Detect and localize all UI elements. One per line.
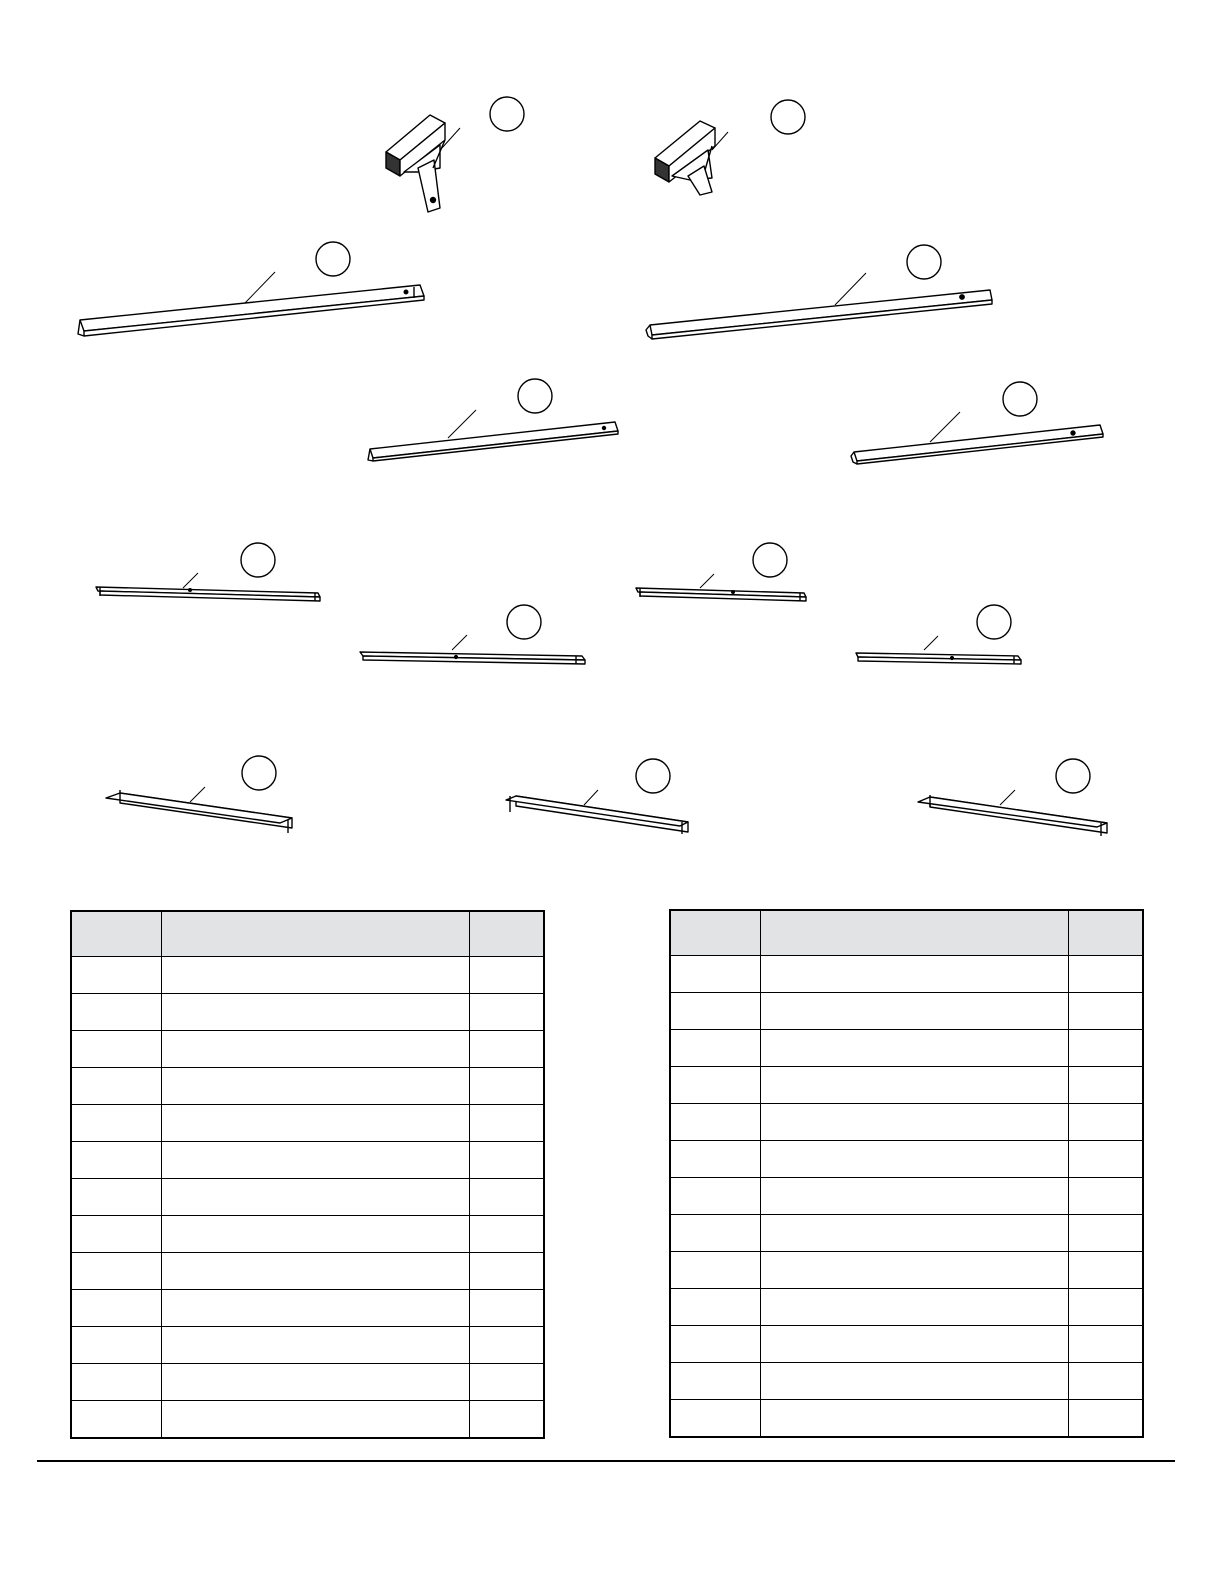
table-cell — [670, 956, 760, 993]
table-row — [670, 956, 1143, 993]
table-row — [71, 1253, 544, 1290]
table-row — [71, 1364, 544, 1401]
column-header — [760, 910, 1068, 956]
medium-rail-part — [368, 379, 618, 461]
table-cell — [469, 957, 544, 994]
table-cell — [469, 1031, 544, 1068]
column-header — [1068, 910, 1143, 956]
channel-bar-part — [636, 543, 806, 601]
table-row — [670, 993, 1143, 1030]
table-cell — [71, 1364, 161, 1401]
table-row — [670, 1252, 1143, 1289]
table-header-row — [670, 910, 1143, 956]
table-cell — [1068, 1067, 1143, 1104]
channel-bar-part — [96, 543, 320, 601]
footer-divider — [37, 1460, 1175, 1462]
table-cell — [469, 1142, 544, 1179]
table-body — [71, 957, 544, 1439]
channel-bar-part — [856, 605, 1021, 664]
table-row — [670, 1178, 1143, 1215]
table-cell — [161, 1216, 469, 1253]
table-row — [71, 957, 544, 994]
table-row — [670, 1215, 1143, 1252]
table-cell — [71, 1142, 161, 1179]
table-cell — [71, 1401, 161, 1439]
table-cell — [760, 1289, 1068, 1326]
callout-circle — [490, 97, 524, 131]
table-cell — [469, 1401, 544, 1439]
medium-rail-part — [851, 382, 1103, 464]
table-row — [71, 994, 544, 1031]
table-cell — [161, 957, 469, 994]
table-cell — [71, 1068, 161, 1105]
column-header — [469, 911, 544, 957]
table-cell — [161, 1142, 469, 1179]
table-cell — [161, 1179, 469, 1216]
table-cell — [71, 1290, 161, 1327]
table-cell — [1068, 993, 1143, 1030]
table-cell — [71, 1327, 161, 1364]
table-cell — [1068, 1215, 1143, 1252]
table-row — [670, 1104, 1143, 1141]
table-cell — [670, 1326, 760, 1363]
table-row — [71, 1031, 544, 1068]
table-cell — [469, 1364, 544, 1401]
table-row — [670, 1141, 1143, 1178]
long-rail-part — [646, 245, 992, 339]
table-cell — [760, 1141, 1068, 1178]
table-cell — [1068, 1141, 1143, 1178]
table-cell — [670, 1400, 760, 1438]
corner-bracket-part — [386, 97, 524, 212]
table-cell — [71, 1179, 161, 1216]
table-row — [71, 1068, 544, 1105]
table-cell — [760, 956, 1068, 993]
callout-circle — [753, 543, 787, 577]
angle-bar-part — [106, 756, 292, 833]
table-cell — [760, 1104, 1068, 1141]
table-cell — [760, 1215, 1068, 1252]
table-cell — [1068, 1030, 1143, 1067]
table-cell — [1068, 1252, 1143, 1289]
callout-circle — [771, 100, 805, 134]
table-cell — [469, 1179, 544, 1216]
table-row — [670, 1400, 1143, 1438]
table-cell — [469, 1327, 544, 1364]
column-header — [71, 911, 161, 957]
table-cell — [760, 1252, 1068, 1289]
angle-bar-part — [918, 759, 1107, 836]
callout-circle — [507, 605, 541, 639]
table-cell — [161, 1253, 469, 1290]
callout-circle — [636, 759, 670, 793]
table-cell — [1068, 1363, 1143, 1400]
table-row — [670, 1030, 1143, 1067]
table-cell — [161, 1290, 469, 1327]
table-cell — [760, 1363, 1068, 1400]
angle-bar-part — [506, 759, 688, 834]
table-cell — [161, 1401, 469, 1439]
table-cell — [161, 1364, 469, 1401]
table-cell — [760, 1030, 1068, 1067]
table-row — [670, 1326, 1143, 1363]
parts-list-table-left — [70, 910, 545, 1439]
table-cell — [161, 1327, 469, 1364]
table-cell — [71, 1031, 161, 1068]
parts-list-table-right — [669, 909, 1144, 1438]
table-cell — [469, 1068, 544, 1105]
callout-circle — [241, 543, 275, 577]
table-cell — [760, 1067, 1068, 1104]
table-cell — [760, 1400, 1068, 1438]
long-rail-part — [78, 242, 424, 336]
table-cell — [469, 1253, 544, 1290]
table-cell — [670, 1030, 760, 1067]
table-cell — [670, 1252, 760, 1289]
table-row — [71, 1290, 544, 1327]
table-cell — [71, 994, 161, 1031]
table-cell — [670, 993, 760, 1030]
corner-bracket-part — [655, 100, 805, 195]
callout-circle — [1056, 759, 1090, 793]
table-cell — [469, 1105, 544, 1142]
table-cell — [1068, 1326, 1143, 1363]
table-cell — [1068, 956, 1143, 993]
table-cell — [760, 1326, 1068, 1363]
table-row — [71, 1216, 544, 1253]
table-cell — [71, 1216, 161, 1253]
table-cell — [670, 1104, 760, 1141]
callout-circle — [977, 605, 1011, 639]
table-row — [71, 1105, 544, 1142]
table-cell — [71, 1253, 161, 1290]
table-cell — [1068, 1289, 1143, 1326]
callout-circle — [316, 242, 350, 276]
channel-bar-part — [360, 605, 585, 664]
table-body — [670, 956, 1143, 1438]
table-cell — [71, 957, 161, 994]
table-cell — [469, 1216, 544, 1253]
table-row — [71, 1179, 544, 1216]
table-cell — [469, 994, 544, 1031]
table-cell — [161, 1068, 469, 1105]
callout-circle — [907, 245, 941, 279]
table-row — [71, 1327, 544, 1364]
table-cell — [1068, 1400, 1143, 1438]
table-cell — [161, 1105, 469, 1142]
table-cell — [760, 1178, 1068, 1215]
table-row — [71, 1401, 544, 1439]
table-row — [670, 1363, 1143, 1400]
table-cell — [670, 1141, 760, 1178]
table-cell — [670, 1178, 760, 1215]
table-cell — [1068, 1178, 1143, 1215]
table-cell — [670, 1215, 760, 1252]
table-cell — [670, 1289, 760, 1326]
table-row — [71, 1142, 544, 1179]
table-row — [670, 1067, 1143, 1104]
table-cell — [670, 1363, 760, 1400]
callout-circle — [242, 756, 276, 790]
table-header-row — [71, 911, 544, 957]
table-cell — [670, 1067, 760, 1104]
table-cell — [71, 1105, 161, 1142]
table-cell — [161, 994, 469, 1031]
table-cell — [760, 993, 1068, 1030]
callout-circle — [518, 379, 552, 413]
column-header — [670, 910, 760, 956]
table-cell — [1068, 1104, 1143, 1141]
table-cell — [469, 1290, 544, 1327]
table-cell — [161, 1031, 469, 1068]
table-row — [670, 1289, 1143, 1326]
column-header — [161, 911, 469, 957]
callout-circle — [1003, 382, 1037, 416]
